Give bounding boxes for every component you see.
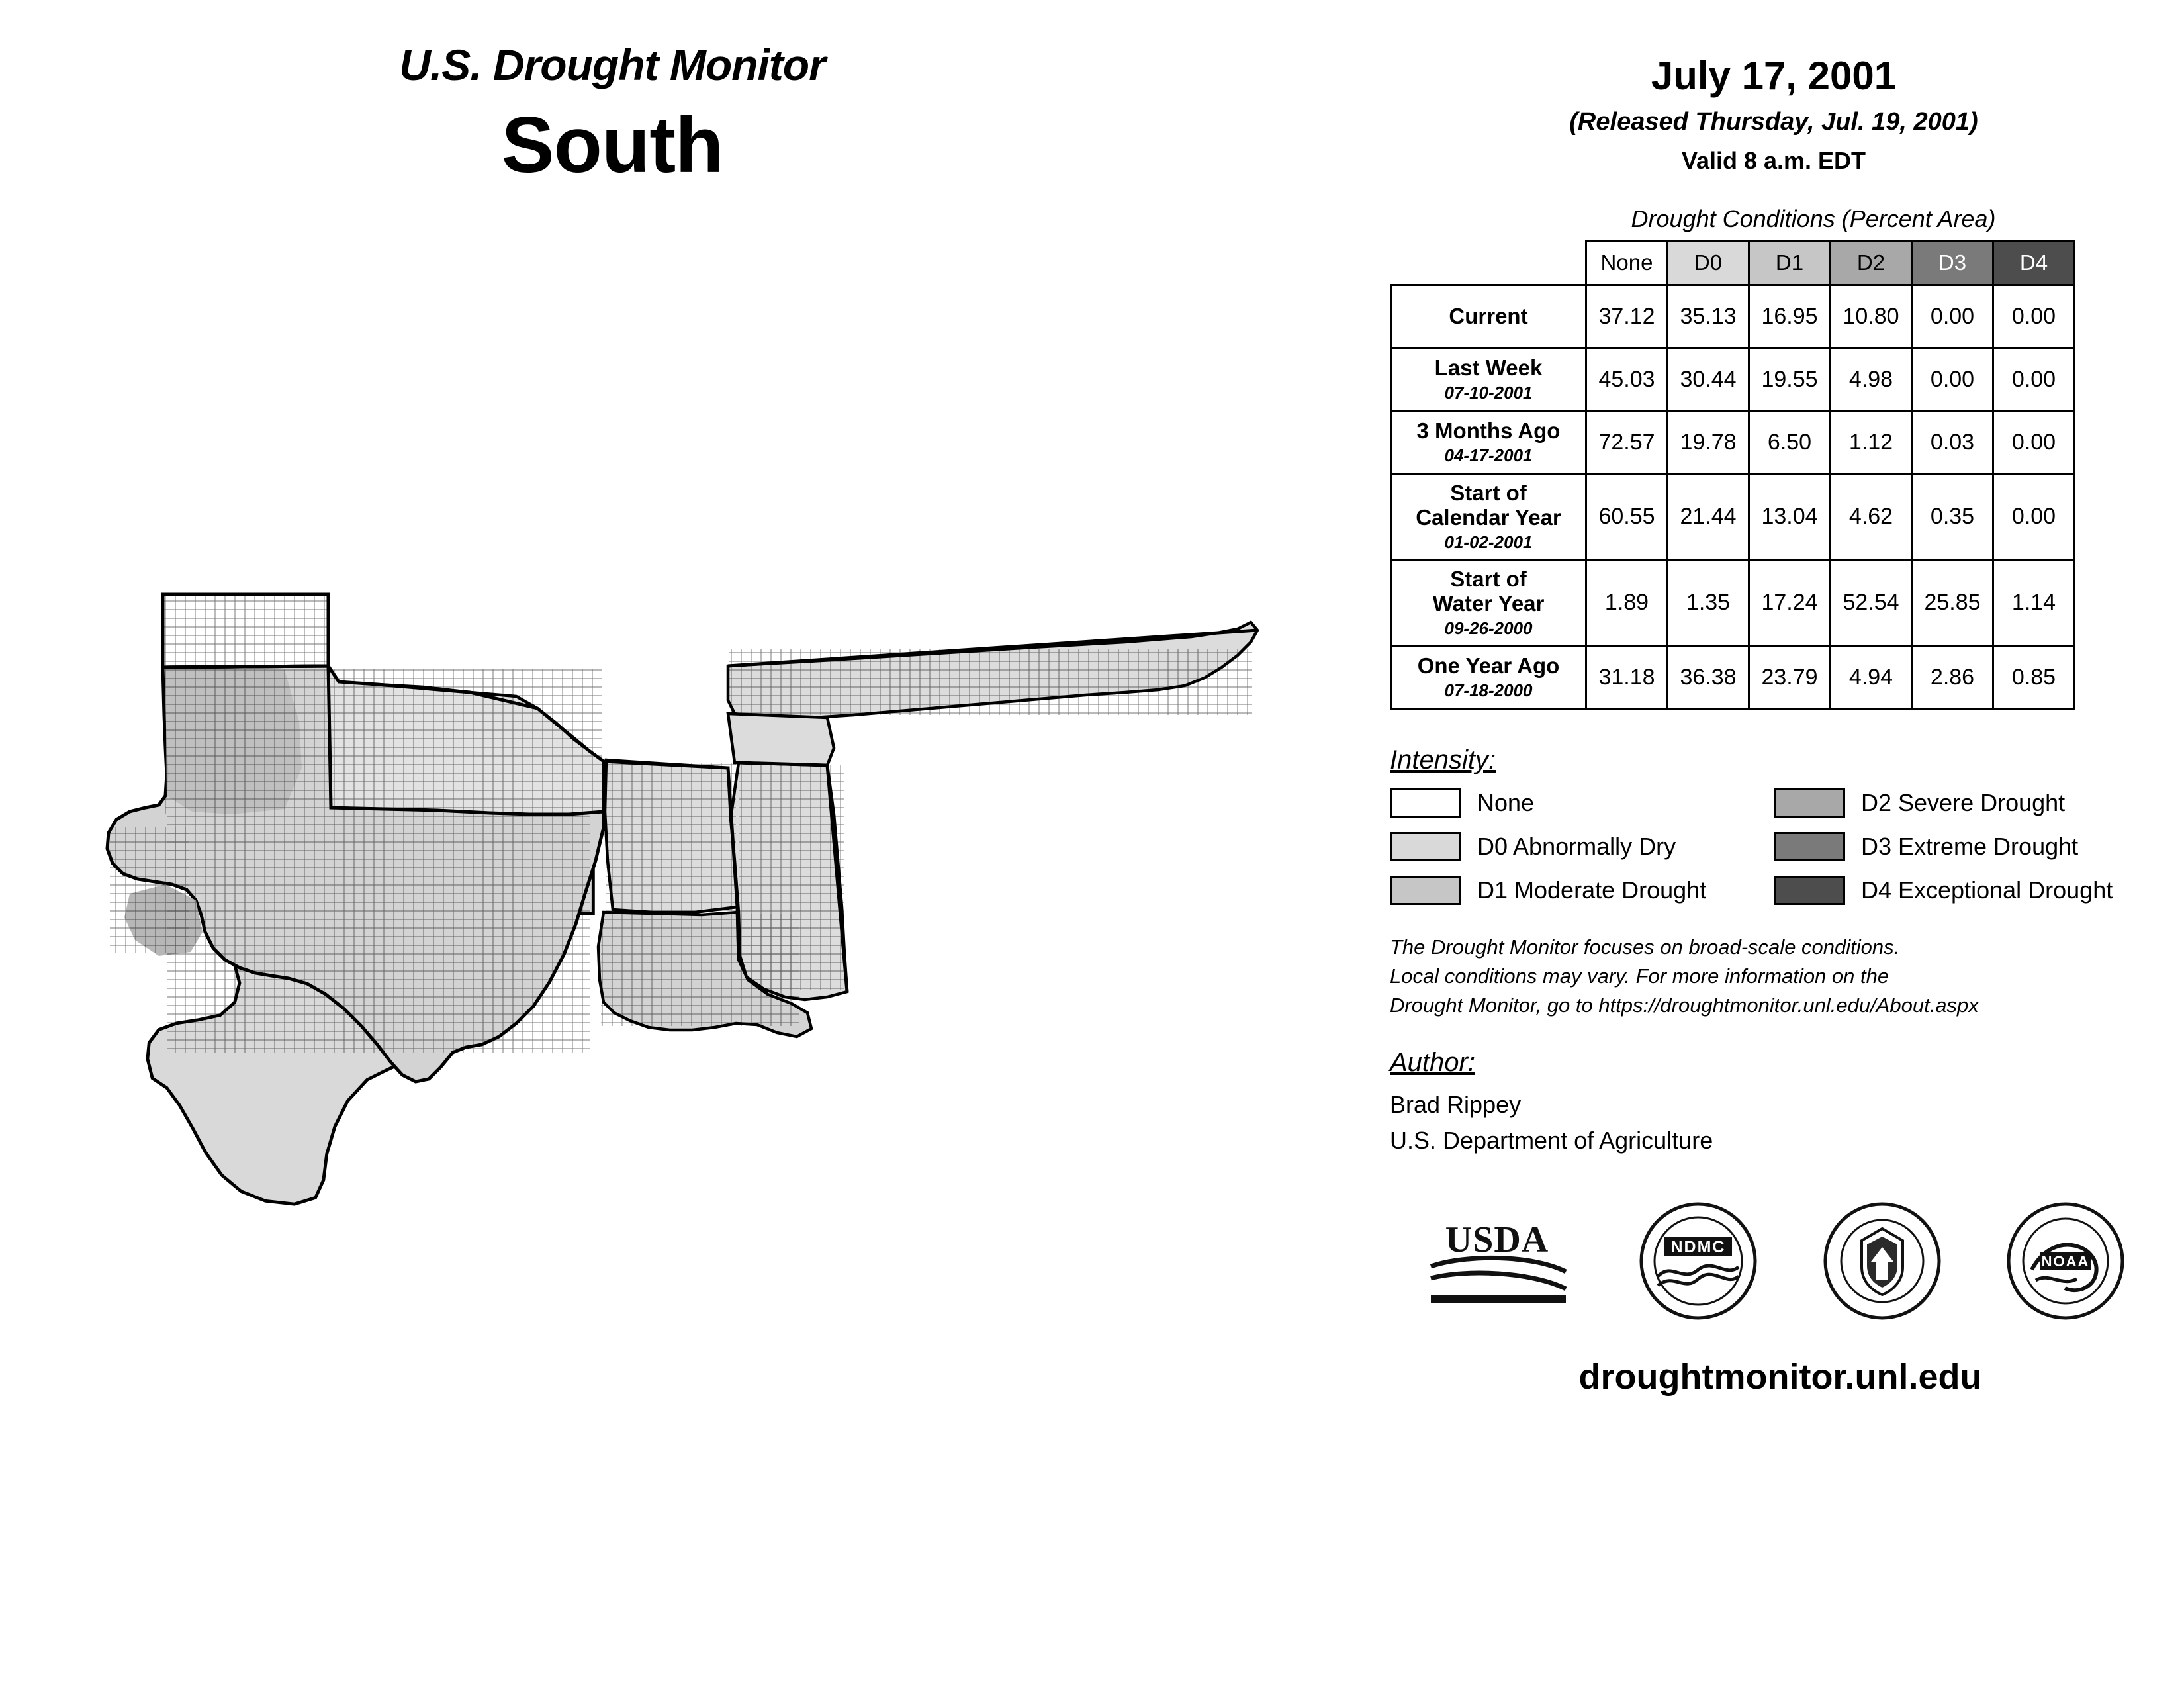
- cell-lastweek-d1: 19.55: [1749, 348, 1831, 411]
- legend-item-none: [1390, 788, 1774, 818]
- disclaimer-line-3: Drought Monitor, go to https://droughtmonitor.unl.edu/About.aspx: [1390, 994, 1979, 1017]
- cell-current-d2: 10.80: [1831, 285, 1912, 348]
- column-header-d3: D3: [1912, 241, 1993, 285]
- column-header-d0: D0: [1668, 241, 1749, 285]
- cell-1yr-none: 31.18: [1586, 646, 1668, 709]
- cell-caly-d2: 4.62: [1831, 474, 1912, 560]
- drought-conditions-table: [1390, 240, 2075, 710]
- legend-label-d3: D3 Extreme Drought: [1861, 833, 2079, 861]
- row-label-text: 3 Months Ago: [1416, 418, 1561, 443]
- legend-label-d0: D0 Abnormally Dry: [1477, 833, 1676, 861]
- legend-label-d1: D1 Moderate Drought: [1477, 876, 1707, 904]
- region-title: South: [501, 101, 723, 189]
- table-corner-cell: [1391, 241, 1586, 285]
- date-block: [1363, 0, 2184, 175]
- map-date: July 17, 2001: [1651, 54, 1897, 98]
- page-title: U.S. Drought Monitor: [399, 40, 825, 89]
- column-header-d1: D1: [1749, 241, 1831, 285]
- cell-wy-d2: 52.54: [1831, 560, 1912, 646]
- table-row: [1391, 474, 2075, 560]
- cell-caly-d0: 21.44: [1668, 474, 1749, 560]
- row-label-date: 01-02-2001: [1444, 532, 1533, 552]
- row-label-last-week: [1391, 348, 1586, 411]
- author-heading: Author:: [1390, 1048, 1475, 1078]
- release-date: (Released Thursday, Jul. 19, 2001): [1569, 108, 1978, 136]
- cell-wy-d1: 17.24: [1749, 560, 1831, 646]
- disclaimer: [1390, 933, 2164, 1020]
- legend-swatch-d1: [1390, 876, 1461, 905]
- table-header-row: [1391, 241, 2075, 285]
- cell-wy-d4: 1.14: [1993, 560, 2075, 646]
- column-header-d4: D4: [1993, 241, 2075, 285]
- cell-lastweek-d2: 4.98: [1831, 348, 1912, 411]
- author-block: [1390, 1087, 2184, 1158]
- table-row: [1391, 560, 2075, 646]
- ndmc-logo: [1635, 1198, 1761, 1327]
- row-label-one-year-ago: [1391, 646, 1586, 709]
- cell-1yr-d1: 23.79: [1749, 646, 1831, 709]
- cell-lastweek-d0: 30.44: [1668, 348, 1749, 411]
- legend-row: [1390, 832, 2158, 861]
- row-label-text: Start of Water Year: [1432, 567, 1545, 616]
- svg-text:NDMC: NDMC: [1670, 1238, 1726, 1257]
- row-label-start-calendar-year: [1391, 474, 1586, 560]
- cell-3mo-d2: 1.12: [1831, 411, 1912, 474]
- table-row: [1391, 411, 2075, 474]
- cell-1yr-d0: 36.38: [1668, 646, 1749, 709]
- column-header-d2: D2: [1831, 241, 1912, 285]
- legend-item-d4: [1774, 876, 2158, 905]
- table-caption: Drought Conditions (Percent Area): [1631, 205, 1996, 232]
- county-lines: [110, 594, 1252, 1053]
- cell-wy-d3: 25.85: [1912, 560, 1993, 646]
- row-label-text: Current: [1449, 303, 1528, 328]
- row-label-date: 04-17-2001: [1444, 445, 1533, 465]
- doc-logo: [1819, 1198, 1945, 1327]
- cell-3mo-d4: 0.00: [1993, 411, 2075, 474]
- intensity-legend: [1390, 788, 2158, 905]
- legend-item-d2: [1774, 788, 2158, 818]
- legend-swatch-d3: [1774, 832, 1845, 861]
- cell-3mo-none: 72.57: [1586, 411, 1668, 474]
- cell-caly-d3: 0.35: [1912, 474, 1993, 560]
- legend-row: [1390, 876, 2158, 905]
- legend-label-d2: D2 Severe Drought: [1861, 789, 2066, 817]
- cell-1yr-d3: 2.86: [1912, 646, 1993, 709]
- disclaimer-line-2: Local conditions may vary. For more information on the: [1390, 964, 1889, 988]
- logo-row: [1390, 1198, 2158, 1327]
- cell-1yr-d4: 0.85: [1993, 646, 2075, 709]
- cell-1yr-d2: 4.94: [1831, 646, 1912, 709]
- footer-url[interactable]: droughtmonitor.unl.edu: [1578, 1357, 1982, 1397]
- row-label-text: One Year Ago: [1417, 653, 1560, 678]
- legend-item-d3: [1774, 832, 2158, 861]
- legend-swatch-d4: [1774, 876, 1845, 905]
- table-row: [1391, 646, 2075, 709]
- cell-current-d1: 16.95: [1749, 285, 1831, 348]
- cell-lastweek-none: 45.03: [1586, 348, 1668, 411]
- cell-current-d0: 35.13: [1668, 285, 1749, 348]
- intensity-heading: Intensity:: [1390, 745, 1496, 775]
- column-header-none: None: [1586, 241, 1668, 285]
- legend-item-d0: [1390, 832, 1774, 861]
- row-label-start-water-year: [1391, 560, 1586, 646]
- legend-label-none: None: [1477, 789, 1535, 817]
- disclaimer-line-1: The Drought Monitor focuses on broad-scale conditions.: [1390, 935, 1900, 959]
- legend-swatch-d2: [1774, 788, 1845, 818]
- drought-map[interactable]: [66, 549, 1337, 1331]
- legend-swatch-none: [1390, 788, 1461, 818]
- legend-row: [1390, 788, 2158, 818]
- svg-text:NOAA: NOAA: [2041, 1253, 2090, 1270]
- svg-text:USDA: USDA: [1445, 1219, 1549, 1261]
- author-org: U.S. Department of Agriculture: [1390, 1127, 1713, 1154]
- legend-label-d4: D4 Exceptional Drought: [1861, 876, 2113, 904]
- cell-3mo-d1: 6.50: [1749, 411, 1831, 474]
- row-label-3-months-ago: [1391, 411, 1586, 474]
- author-name: Brad Rippey: [1390, 1091, 1522, 1119]
- cell-caly-none: 60.55: [1586, 474, 1668, 560]
- row-label-date: 07-10-2001: [1444, 382, 1533, 402]
- cell-caly-d4: 0.00: [1993, 474, 2075, 560]
- legend-item-d1: [1390, 876, 1774, 905]
- cell-wy-none: 1.89: [1586, 560, 1668, 646]
- row-label-date: 07-18-2000: [1444, 680, 1533, 700]
- usda-logo: [1419, 1208, 1578, 1317]
- valid-time: Valid 8 a.m. EDT: [1681, 147, 1866, 174]
- table-row: [1391, 285, 2075, 348]
- right-panel: [1363, 0, 2184, 1688]
- cell-current-none: 37.12: [1586, 285, 1668, 348]
- cell-lastweek-d4: 0.00: [1993, 348, 2075, 411]
- cell-caly-d1: 13.04: [1749, 474, 1831, 560]
- noaa-logo: [2003, 1198, 2128, 1327]
- cell-3mo-d3: 0.03: [1912, 411, 1993, 474]
- title-block: [199, 40, 1026, 191]
- map-svg: [66, 549, 1337, 1331]
- cell-lastweek-d3: 0.00: [1912, 348, 1993, 411]
- row-label-text: Start of Calendar Year: [1416, 481, 1561, 530]
- cell-wy-d0: 1.35: [1668, 560, 1749, 646]
- legend-swatch-d0: [1390, 832, 1461, 861]
- cell-current-d4: 0.00: [1993, 285, 2075, 348]
- cell-3mo-d0: 19.78: [1668, 411, 1749, 474]
- row-label-date: 09-26-2000: [1444, 618, 1533, 638]
- table-row: [1391, 348, 2075, 411]
- cell-current-d3: 0.00: [1912, 285, 1993, 348]
- row-label-text: Last Week: [1434, 355, 1543, 380]
- row-label-current: [1391, 285, 1586, 348]
